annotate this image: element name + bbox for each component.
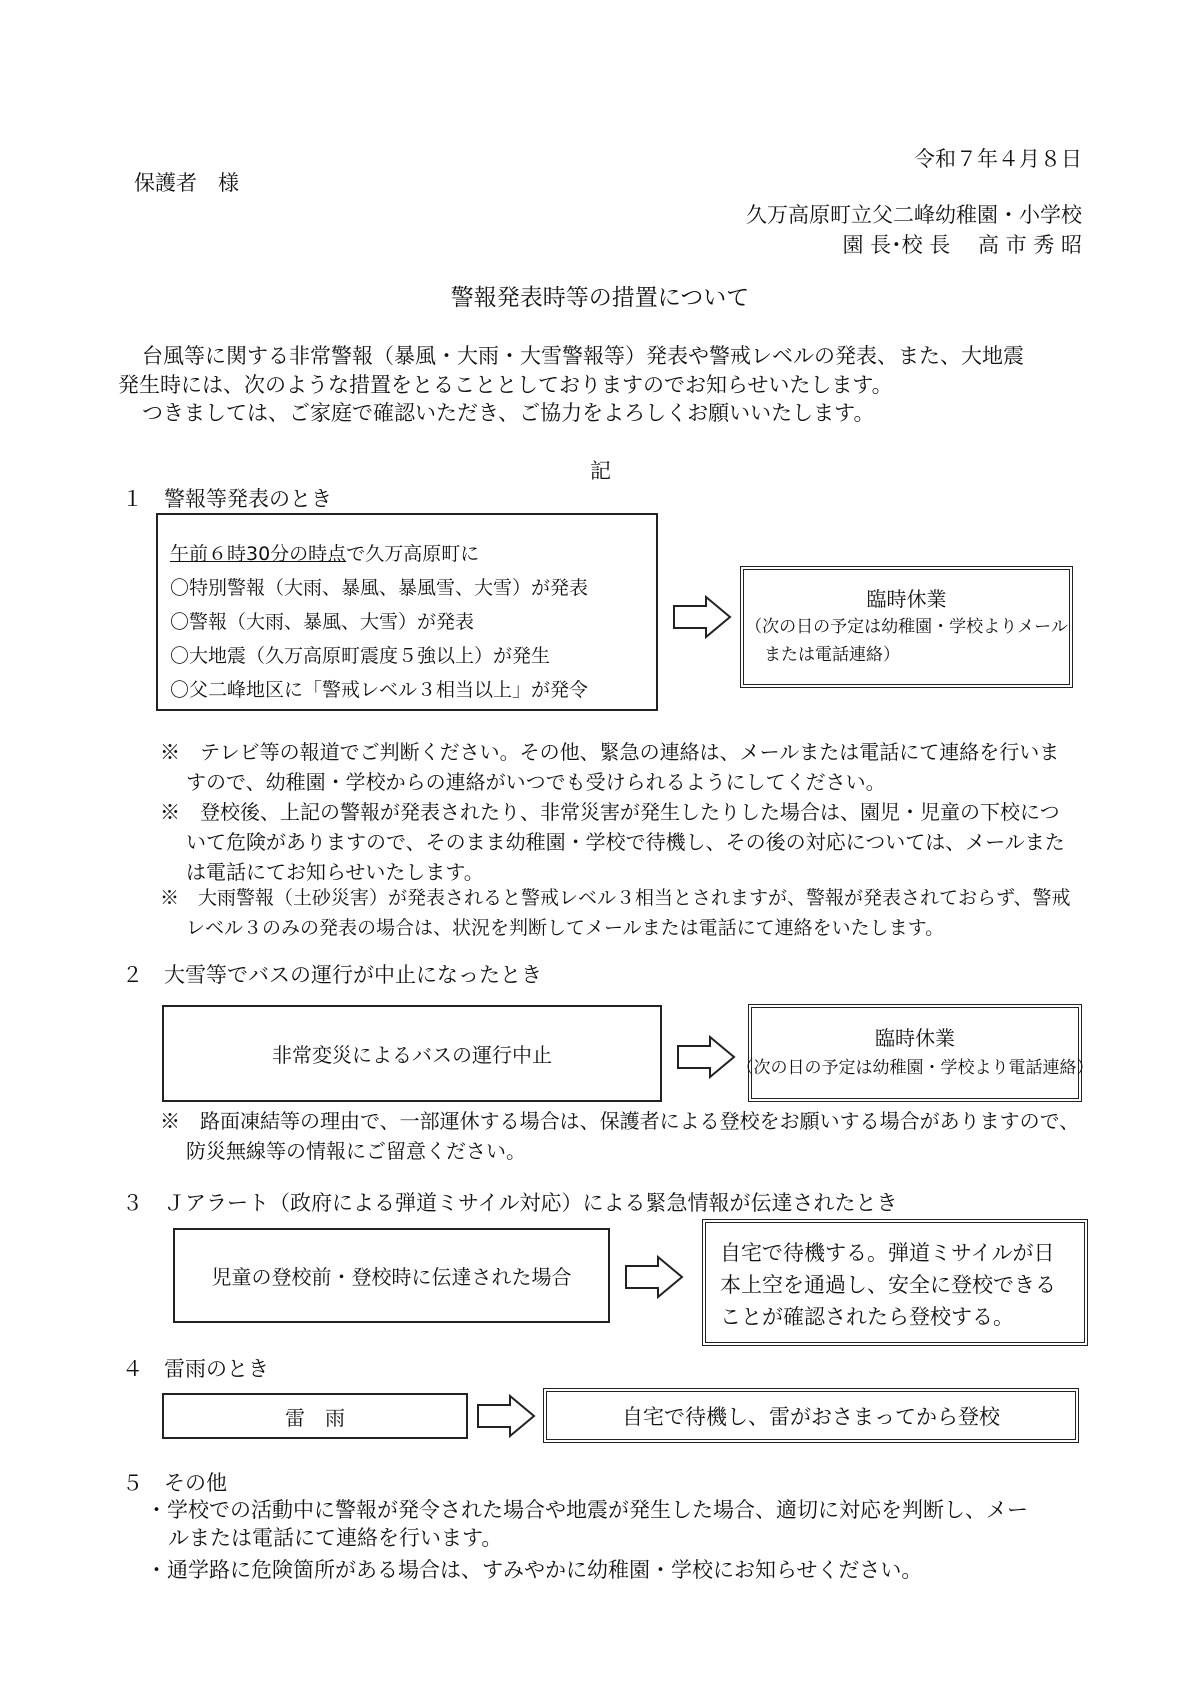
section-3-condition: 児童の登校前・登校時に伝達された場合 [211, 1265, 572, 1289]
section-1-result-line-2: または電話連絡） [764, 645, 900, 665]
section-5-heading: ５ その他 [122, 1471, 227, 1495]
section-4-heading: ４ 雷雨のとき [122, 1357, 269, 1381]
note-line: ※ 登校後、上記の警報が発表されたり、非常災害が発生したりした場合は、園児・児童の下校につ [160, 800, 1060, 824]
section-3-result-box [702, 1219, 1088, 1346]
intro-line-2: 発生時には、次のような措置をとることとしておりますのでお知らせいたします。 [118, 373, 893, 397]
section-1-note [160, 797, 1090, 887]
page-title: 警報発表時等の措置について [450, 285, 750, 311]
date: 令和７年４月８日 [914, 147, 1082, 171]
sender-name: 園 長･校 長 高 市 秀 昭 [842, 233, 1082, 257]
note-line: ※ 路面凍結等の理由で、一部運休する場合は、保護者による登校をお願いする場合がありますので、 [160, 1109, 1080, 1133]
condition-place: で久万高原町に [346, 543, 480, 565]
section-1-arrow-icon [672, 595, 732, 639]
ki-mark: 記 [590, 459, 611, 483]
section-4-arrow-icon [476, 1394, 536, 1438]
section-4-result-box [543, 1388, 1079, 1443]
section-5-bullet [146, 1496, 1028, 1552]
section-4-condition: 雷 雨 [285, 1405, 345, 1430]
note-line: は電話にてお知らせいたします。 [186, 860, 484, 884]
result-line: ことが確認されたら登校する。 [720, 1305, 1014, 1329]
section-1-condition-text [170, 537, 588, 707]
section-1-note [160, 883, 1090, 943]
condition-lead-line [170, 537, 588, 571]
section-3-condition-box [173, 1228, 610, 1323]
bullet-line: ・学校での活動中に警報が発令された場合や地震が発生した場合、適切に対応を判断し、メー [146, 1498, 1028, 1522]
intro-line-3: つきましては、ご家庭で確認いただき、ご協力をよろしくお願いいたします。 [142, 401, 875, 425]
result-line: 自宅で待機する。弾道ミサイルが日 [720, 1241, 1055, 1265]
intro-line-1: 台風等に関する非常警報（暴風・大雨・大雪警報等）発表や警戒レベルの発表、また、大地震 [142, 344, 1024, 368]
note-line: 防災無線等の情報にご留意ください。 [186, 1139, 526, 1163]
section-2-result-title: 臨時休業 [875, 1026, 955, 1050]
bullet-line: ・通学路に危険箇所がある場合は、すみやかに幼稚園・学校にお知らせください。 [146, 1558, 923, 1582]
condition-item: 〇大地震（久万高原町震度５強以上）が発生 [170, 645, 551, 667]
section-2-note [160, 1106, 1090, 1166]
section-1-result-title: 臨時休業 [866, 587, 947, 611]
section-4-condition-box [162, 1393, 468, 1439]
condition-item: 〇父二峰地区に「警戒レベル３相当以上」が発令 [170, 679, 589, 701]
condition-time: 午前６時30分の時点 [170, 543, 347, 565]
section-1-result-line-1: （次の日の予定は幼稚園・学校よりメール [745, 617, 1068, 637]
note-line: すので、幼稚園・学校からの連絡がいつでも受けられるようにしてください。 [186, 770, 886, 794]
section-1-heading: １ 警報等発表のとき [122, 487, 332, 511]
section-3-arrow-icon [624, 1255, 684, 1299]
result-line: 本上空を通過し、安全に登校できる [720, 1273, 1056, 1297]
section-1-result-box [740, 566, 1073, 688]
recipient: 保護者 様 [134, 171, 239, 195]
section-2-condition: 非常変災によるバスの運行中止 [272, 1043, 552, 1067]
section-2-arrow-icon [676, 1035, 736, 1079]
condition-item: 〇特別警報（大雨、暴風、暴風雪、大雪）が発表 [170, 577, 589, 599]
section-4-result: 自宅で待機し、雷がおさまってから登校 [622, 1404, 1000, 1429]
note-line: いて危険がありますので、そのまま幼稚園・学校で待機し、その後の対応については、メールまた [186, 830, 1065, 854]
section-3-heading: ３ Ｊアラート（政府による弾道ミサイル対応）による緊急情報が伝達されたとき [122, 1191, 898, 1215]
note-line: ※ テレビ等の報道でご判断ください。その他、緊急の連絡は、メールまたは電話にて連絡を行いま [160, 740, 1060, 764]
bullet-line: ルまたは電話にて連絡を行います。 [168, 1526, 503, 1550]
section-5-bullet [146, 1556, 922, 1584]
section-2-heading: ２ 大雪等でバスの運行が中止になったとき [122, 963, 542, 987]
note-line: ※ 大雨警報（土砂災害）が発表されると警戒レベル３相当とされますが、警報が発表されておらず、警戒 [160, 887, 1071, 909]
section-2-condition-box [162, 1005, 662, 1102]
section-1-note [160, 737, 1090, 797]
section-1-condition-box [156, 513, 658, 711]
condition-item: 〇警報（大雨、暴風、大雪）が発表 [170, 611, 475, 633]
section-2-result-box [736, 1004, 1094, 1102]
section-2-result-line: （次の日の予定は幼稚園・学校より電話連絡） [736, 1058, 1094, 1078]
note-line: レベル３のみの発表の場合は、状況を判断してメールまたは電話にて連絡をいたします。 [186, 917, 945, 939]
sender-org: 久万高原町立父二峰幼稚園・小学校 [746, 203, 1082, 227]
section-3-result-text [720, 1237, 1056, 1333]
